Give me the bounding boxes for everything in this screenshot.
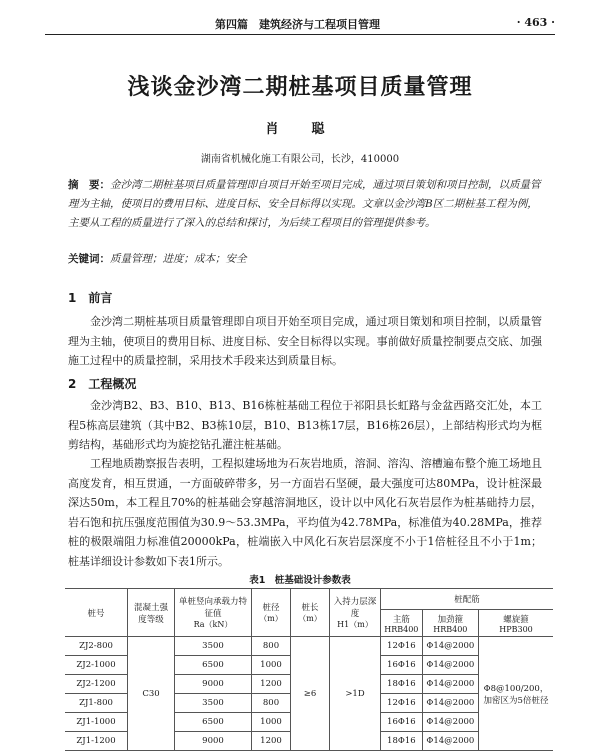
cell-capacity: 9000 bbox=[175, 732, 252, 751]
cell-pile: ZJ2-1200 bbox=[65, 675, 128, 694]
col-header-diameter bbox=[252, 589, 291, 637]
spiral-label: 螺旋箍 bbox=[503, 614, 529, 625]
col-header-length bbox=[291, 589, 330, 637]
bearing-depth-unit: H1（m） bbox=[337, 620, 373, 629]
paragraph: 金沙湾二期桩基项目质量管理即自项目开始至项目完成，通过项目策划和项目控制，以质量管理为主轴，使项目的费用目标、进度目标、安全目标得以实现。事前做好质量控制要点交底、加强施工过程中的质量控制，采用技术手段来达到质量目标。 bbox=[68, 315, 542, 367]
col-header-bearing-depth bbox=[330, 589, 381, 637]
cell-stiffener: Φ14@2000 bbox=[422, 656, 478, 675]
paragraph: 工程地质勘察报告表明，工程拟建场地为石灰岩地质，溶洞、溶沟、溶槽遍布整个施工场地且高度发育，相互贯通，一方面破碎带多，另一方面岩石坚硬，最大强度可达80MPa，设计桩深最深达50m，本工程且70%的桩基础会穿越溶洞地区，设计以中风化石灰岩层作为桩基础持力层，岩石饱和抗压强度范围值为30.9～53.3MPa，平均值为42.78MPa，标准值为40.28MPa，推荐桩的极限端阻力标准值20000kPa，桩端嵌入中风化石灰岩层深度不小于1倍桩径且不小于1m；桩基详细设计参数如下表1所示。 bbox=[68, 457, 542, 568]
cell-main-bar: 12Φ16 bbox=[381, 637, 423, 656]
affiliation: 湖南省机械化施工有限公司，长沙，410000 bbox=[200, 154, 400, 165]
cell-capacity: 3500 bbox=[175, 694, 252, 713]
cell-main-bar: 18Φ16 bbox=[381, 675, 423, 694]
section-heading: 2 工程概况 bbox=[68, 377, 137, 391]
cell-diameter: 1000 bbox=[252, 656, 291, 675]
cell-capacity: 6500 bbox=[175, 713, 252, 732]
main-bar-label: 主筋 bbox=[392, 614, 410, 625]
col-header-capacity bbox=[175, 589, 252, 637]
cell-stiffener: Φ14@2000 bbox=[422, 732, 478, 751]
cell-stiffener: Φ14@2000 bbox=[422, 675, 478, 694]
table-row bbox=[65, 637, 553, 656]
diameter-unit: （m） bbox=[259, 614, 283, 623]
cell-main-bar: 16Φ16 bbox=[381, 713, 423, 732]
cell-stiffener: Φ14@2000 bbox=[422, 637, 478, 656]
cell-capacity: 9000 bbox=[175, 675, 252, 694]
keywords-label: 关键词： bbox=[68, 253, 110, 265]
stiffener-grade: HRB400 bbox=[433, 624, 468, 634]
capacity-label: 单桩竖向承载力特征值 bbox=[178, 597, 247, 619]
cell-diameter: 800 bbox=[252, 694, 291, 713]
abstract bbox=[68, 176, 542, 233]
cell-main-bar: 18Φ16 bbox=[381, 732, 423, 751]
cell-capacity: 3500 bbox=[175, 637, 252, 656]
cell-stiffener: Φ14@2000 bbox=[422, 694, 478, 713]
diameter-label: 桩径 bbox=[262, 603, 280, 613]
cell-pile: ZJ2-800 bbox=[65, 637, 128, 656]
cell-pile: ZJ2-1000 bbox=[65, 656, 128, 675]
running-header-section: 第四篇 建筑经济与工程项目管理 bbox=[215, 18, 380, 31]
cell-stiffener: Φ14@2000 bbox=[422, 713, 478, 732]
cell-capacity: 6500 bbox=[175, 656, 252, 675]
col-header-main-bar bbox=[381, 610, 423, 637]
col-header-concrete: 混凝土强度等级 bbox=[128, 589, 175, 637]
length-unit: （m） bbox=[298, 614, 322, 623]
running-header bbox=[45, 14, 555, 35]
cell-diameter: 800 bbox=[252, 637, 291, 656]
col-header-spiral bbox=[479, 610, 554, 637]
cell-diameter: 1200 bbox=[252, 732, 291, 751]
cell-length: ≥6 bbox=[291, 637, 330, 751]
spiral-grade: HPB300 bbox=[499, 624, 533, 634]
paper-title: 浅谈金沙湾二期桩基项目质量管理 bbox=[127, 75, 473, 100]
cell-spiral: Φ8@100/200，加密区为5倍桩径 bbox=[479, 637, 554, 751]
col-header-pile: 桩号 bbox=[65, 589, 128, 637]
keywords-text: 质量管理；进度；成本；安全 bbox=[110, 253, 247, 265]
bearing-depth-label: 入持力层深度 bbox=[333, 597, 377, 619]
cell-main-bar: 12Φ16 bbox=[381, 694, 423, 713]
table-caption: 表1 桩基础设计参数表 bbox=[249, 575, 351, 586]
cell-pile: ZJ1-800 bbox=[65, 694, 128, 713]
page-number: · 463 · bbox=[516, 16, 555, 29]
cell-pile: ZJ1-1000 bbox=[65, 713, 128, 732]
cell-diameter: 1200 bbox=[252, 675, 291, 694]
cell-concrete: C30 bbox=[128, 637, 175, 751]
capacity-unit: Ra（kN） bbox=[193, 620, 233, 629]
pile-parameter-table bbox=[65, 588, 553, 751]
length-label: 桩长 bbox=[301, 603, 319, 613]
col-header-reinforcement: 桩配筋 bbox=[381, 589, 554, 610]
author: 肖 聪 bbox=[265, 122, 335, 137]
abstract-text: 金沙湾二期桩基项目质量管理即自项目开始至项目完成，通过项目策划和项目控制，以质量管理为主轴，使项目的费用目标、进度目标、安全目标得以实现。文章以金沙湾B区二期桩基工程为例，主要从工程的质量进行了深入的总结和探讨，为后续工程项目的管理提供参考。 bbox=[68, 179, 541, 229]
main-bar-grade: HRB400 bbox=[384, 624, 419, 634]
col-header-stiffener bbox=[422, 610, 478, 637]
cell-pile: ZJ1-1200 bbox=[65, 732, 128, 751]
abstract-label: 摘 要： bbox=[68, 179, 110, 191]
cell-main-bar: 16Φ16 bbox=[381, 656, 423, 675]
cell-bearing-depth: >1D bbox=[330, 637, 381, 751]
keywords bbox=[68, 251, 542, 266]
paragraph: 金沙湾B2、B3、B10、B13、B16栋桩基础工程位于祁阳县长虹路与金盆西路交汇处，本工程5栋高层建筑（其中B2、B3栋10层，B10、B13栋17层，B16栋26层），上部结构形式均为框剪结构，基础形式均为旋挖钻孔灌注桩基础。 bbox=[68, 399, 542, 451]
section-heading: 1 前言 bbox=[68, 291, 113, 305]
cell-diameter: 1000 bbox=[252, 713, 291, 732]
stiffener-label: 加劲箍 bbox=[437, 614, 464, 625]
